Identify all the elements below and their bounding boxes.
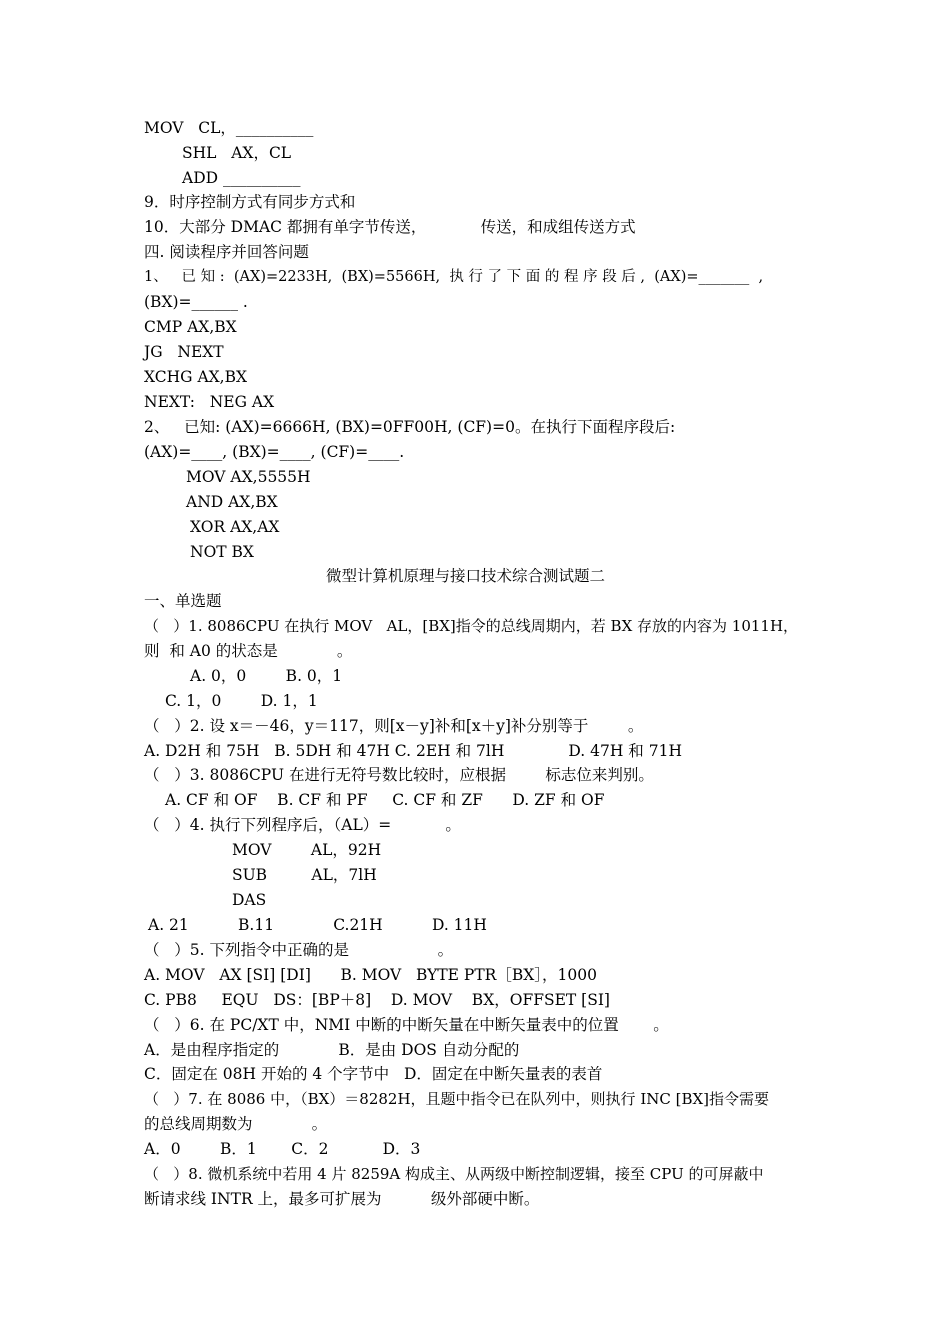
- option-line: C．固定在 08H 开始的 4 个字节中 D．固定在中断矢量表的表首: [144, 1065, 603, 1083]
- code-line: AND AX,BX: [186, 493, 278, 511]
- text-line: SHL AX，CL: [182, 144, 292, 162]
- option-line: A. D2H 和 75H B. 5DH 和 47H C. 2EH 和 7lH D. 47H 和 71H: [144, 742, 682, 760]
- option-line: A．0 B．1 C．2 D．3: [144, 1140, 421, 1158]
- code-line: DAS: [232, 891, 267, 909]
- question-line: （ ）6. 在 PC/XT 中，NMI 中断的中断矢量在中断矢量表中的位置 。: [144, 1016, 669, 1034]
- option-line: A. CF 和 OF B. CF 和 PF C. CF 和 ZF D. ZF 和 OF: [165, 791, 605, 809]
- text-line: 10．大部分 DMAC 都拥有单字节传送， 传送，和成组传送方式: [144, 218, 636, 236]
- code-line: MOV AX,5555H: [186, 468, 311, 486]
- code-line: SUB AL，7lH: [232, 866, 377, 884]
- section-heading: 一、单选题: [144, 592, 222, 610]
- text-line: (BX)=______ .: [144, 293, 248, 311]
- code-line: XCHG AX,BX: [144, 368, 248, 386]
- text-line: ADD __________: [182, 169, 301, 187]
- text-line: 2、 已知: (AX)=6666H, (BX)=0FF00H, (CF)=0。在执行下面程序段后:: [144, 418, 676, 436]
- option-line: C. 1，0 D. 1，1: [165, 692, 318, 710]
- text-line: 则 和 A0 的状态是 。: [144, 642, 353, 660]
- text-line: 的总线周期数为 。: [144, 1115, 328, 1133]
- question-line: （ ）2. 设 x＝－46，y＝117，则[x－y]补和[x＋y]补分别等于 。: [144, 717, 644, 735]
- question-line: （ ）3. 8086CPU 在进行无符号数比较时，应根据 标志位来判别。: [144, 766, 654, 784]
- code-line: JG NEXT: [144, 343, 224, 361]
- question-line: （ ）1. 8086CPU 在执行 MOV AL，[BX]指令的总线周期内，若 BX 存放的内容为 1011H，: [144, 617, 799, 635]
- question-line: （ ）7. 在 8086 中，（BX）＝8282H，且题中指令已在队列中，则执行 INC [BX]指令需要: [144, 1090, 770, 1108]
- code-line: XOR AX,AX: [190, 518, 280, 536]
- option-line: C. PB8 EQU DS：[BP＋8] D. MOV BX，OFFSET [SI]: [144, 991, 610, 1009]
- question-line: （ ）4. 执行下列程序后，（AL）= 。: [144, 816, 461, 834]
- code-line: CMP AX,BX: [144, 318, 237, 336]
- option-line: A. 21 B.11 C.21H D. 11H: [148, 916, 487, 934]
- code-line: NOT BX: [190, 543, 254, 561]
- code-line: NEXT: NEG AX: [144, 393, 275, 411]
- text-line: 1、 已 知 : (AX)=2233H, (BX)=5566H, 执 行 了 下 面 的 程 序 段 后 , (AX)=_______ ,: [144, 269, 764, 285]
- option-line: A．是由程序指定的 B．是由 DOS 自动分配的: [144, 1041, 520, 1059]
- option-line: A. MOV AX [SI] [DI] B. MOV BYTE PTR［BX］，1000: [144, 966, 597, 984]
- question-line: （ ）5. 下列指令中正确的是 。: [144, 941, 454, 959]
- code-line: MOV AL，92H: [232, 841, 382, 859]
- text-line: MOV CL，__________: [144, 119, 314, 137]
- page-title: 微型计算机原理与接口技术综合测试题二: [326, 567, 606, 585]
- text-line: (AX)=____, (BX)=____, (CF)=____.: [144, 443, 405, 461]
- text-line: 断请求线 INTR 上，最多可扩展为 级外部硬中断。: [144, 1190, 540, 1208]
- question-line: （ ）8. 微机系统中若用 4 片 8259A 构成主、从两级中断控制逻辑，接至 CPU 的可屏蔽中: [144, 1165, 764, 1183]
- text-line: 9．时序控制方式有同步方式和: [144, 193, 356, 211]
- option-line: A. 0，0 B. 0，1: [190, 667, 343, 685]
- section-heading: 四. 阅读程序并回答问题: [144, 243, 309, 261]
